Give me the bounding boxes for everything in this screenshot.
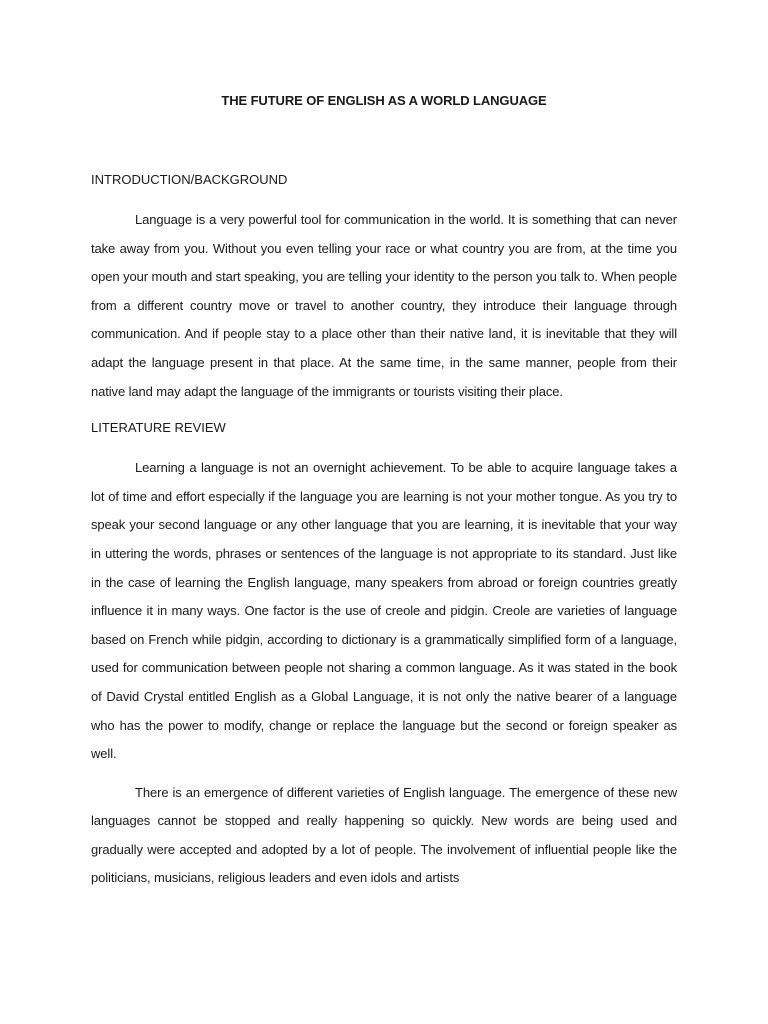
section-literature-review [91, 416, 677, 893]
section-heading: INTRODUCTION/BACKGROUND [91, 172, 288, 187]
section-introduction [91, 168, 677, 406]
paragraph: Language is a very powerful tool for communication in the world. It is something that can never take away from you. Without you even telling your race or what country you are from, at the time you open your mouth and start speaking, you are telling your identity to the person you talk to. When people from a different country move or travel to another country, they introduce their language through communication. And if people stay to a place other than their native land, it is inevitable that they will adapt the language present in that place. At the same time, in the same manner, people from their native land may adapt the language of the immigrants or tourists visiting their place. [91, 212, 677, 399]
section-heading: LITERATURE REVIEW [91, 420, 226, 436]
paragraph: Learning a language is not an overnight achievement. To be able to acquire language takes a lot of time and effort especially if the language you are learning is not your mother tongue. As you try to speak your second language or any other language that you are learning, it is inevitable that your way in uttering the words, phrases or sentences of the language is not appropriate to its standard. Just like in the case of learning the English language, many speakers from abroad or foreign countries greatly influence it in many ways. One factor is the use of creole and pidgin. Creole are varieties of language based on French while pidgin, according to dictionary is a grammatically simplified form of a language, used for communication between people not sharing a common language. As it was stated in the book of David Crystal entitled English as a Global Language, it is not only the native bearer of a language who has the power to modify, change or replace the language but the second or foreign speaker as well. [91, 460, 677, 762]
document-title: THE FUTURE OF ENGLISH AS A WORLD LANGUAGE [221, 93, 547, 108]
paragraph: There is an emergence of different varieties of English language. The emergence of these new languages cannot be stopped and really happening so quickly. New words are being used and gradually were accepted and adopted by a lot of people. The involvement of influential people like the politicians, musicians, religious leaders and even idols and artists [91, 784, 677, 886]
document-body [91, 168, 677, 903]
